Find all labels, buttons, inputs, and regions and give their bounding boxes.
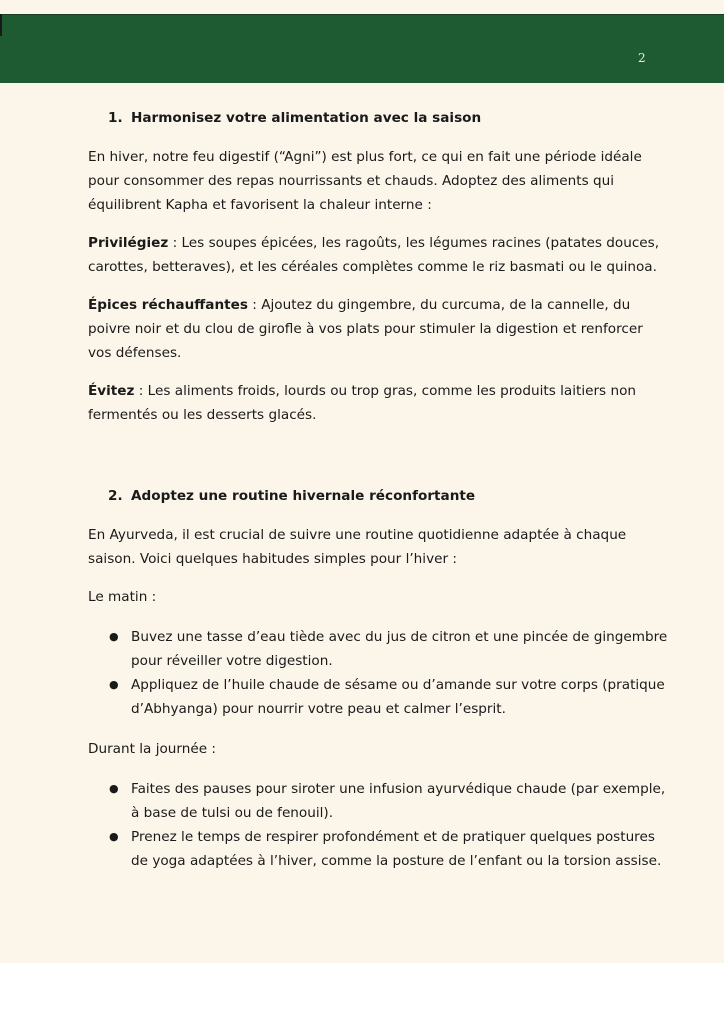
tip-label: Épices réchauffantes (88, 297, 248, 313)
bullet-icon: ● (109, 678, 119, 691)
list-item (88, 825, 668, 873)
list-item-text: Appliquez de l’huile chaude de sésame ou d’amande sur votre corps (pratique d’Abhyanga) pour nourrir votre peau et calmer l’esprit. (131, 677, 665, 717)
crop-mark (0, 14, 2, 36)
tip-label: Privilégiez (88, 235, 169, 251)
list-item (88, 777, 668, 825)
day-label: Durant la journée : (88, 741, 216, 757)
page-number: 2 (638, 51, 646, 65)
document-content (88, 107, 668, 873)
list-item (88, 673, 668, 721)
header-band (0, 14, 724, 83)
top-margin (0, 0, 724, 14)
bullet-icon: ● (109, 782, 119, 795)
section-2-number: 2. (108, 488, 123, 504)
section-1-intro: En hiver, notre feu digestif (“Agni”) est plus fort, ce qui en fait une période idéale pour consommer des repas nourrissants et chauds. Adoptez des aliments qui équilibrent Kapha et favorisent la chaleur interne : (88, 149, 642, 213)
morning-label: Le matin : (88, 589, 157, 605)
section-1-title: Harmonisez votre alimentation avec la saison (131, 110, 482, 126)
tip-text: : Ajoutez du gingembre, du curcuma, de la cannelle, du poivre noir et du clou de girofle à vos plats pour stimuler la digestion et renforcer vos défenses. (88, 297, 643, 361)
section-2-intro: En Ayurveda, il est crucial de suivre une routine quotidienne adaptée à chaque saison. Voici quelques habitudes simples pour l’hiver : (88, 527, 627, 567)
tip-text: : Les soupes épicées, les ragoûts, les légumes racines (patates douces, carottes, betteraves), et les céréales complètes comme le riz basmati ou le quinoa. (88, 235, 660, 275)
list-item-text: Faites des pauses pour siroter une infusion ayurvédique chaude (par exemple, à base de tulsi ou de fenouil). (131, 781, 666, 821)
section-1-number: 1. (108, 110, 123, 126)
list-item-text: Buvez une tasse d’eau tiède avec du jus de citron et une pincée de gingembre pour réveiller votre digestion. (131, 629, 668, 669)
day-list (88, 777, 668, 873)
section-1-heading (88, 107, 668, 129)
tip-paragraph (88, 293, 668, 365)
section-2-title: Adoptez une routine hivernale réconfortante (131, 488, 476, 504)
list-item (88, 625, 668, 673)
tip-text: : Les aliments froids, lourds ou trop gras, comme les produits laitiers non fermentés ou les desserts glacés. (88, 383, 637, 423)
section-2-heading (88, 485, 668, 507)
list-item-text: Prenez le temps de respirer profondément et de pratiquer quelques postures de yoga adaptées à l’hiver, comme la posture de l’enfant ou la torsion assise. (131, 829, 662, 869)
bullet-icon: ● (109, 630, 119, 643)
tip-paragraph (88, 379, 668, 427)
bullet-icon: ● (109, 830, 119, 843)
morning-list (88, 625, 668, 721)
tip-label: Évitez (88, 383, 135, 399)
tip-paragraph (88, 231, 668, 279)
